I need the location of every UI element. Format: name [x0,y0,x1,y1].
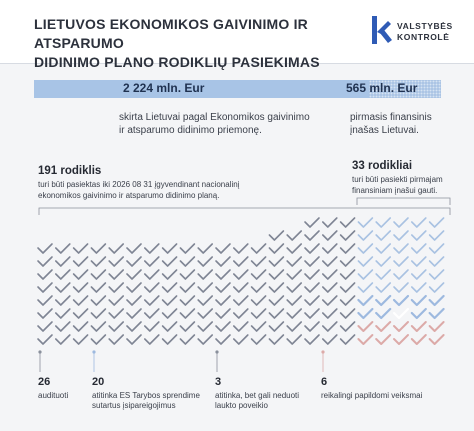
indicators-desc-line-1: turi būti pasiektas iki 2026 08 31 įgyvendinant nacionalinį [38,180,240,189]
check-mark-icon [38,309,52,318]
stat-compliant-line-1: atitinka ES Tarybos sprendime [92,391,200,400]
check-mark-icon [305,309,319,318]
check-mark-icon [269,231,283,240]
check-mark-icon [341,296,355,305]
check-mark-icon [145,244,159,253]
first-indicators-desc-line-2: finansiniam įnašui gauti. [352,185,438,195]
check-mark-icon [376,335,390,344]
check-mark-icon [234,309,248,318]
check-mark-icon [198,322,212,331]
check-mark-icon [305,270,319,279]
check-mark-icon [163,309,177,318]
check-mark-icon [323,270,337,279]
check-mark-icon [234,296,248,305]
check-mark-icon [287,335,301,344]
check-mark-icon [394,257,408,266]
check-mark-icon [358,231,372,240]
bracket-first [357,198,450,205]
check-mark-icon [269,322,283,331]
check-mark-icon [376,270,390,279]
check-mark-icon [269,309,283,318]
check-mark-icon [198,244,212,253]
check-mark-icon [74,270,88,279]
check-mark-icon [180,322,194,331]
check-mark-icon [376,309,390,318]
check-mark-icon [109,309,123,318]
check-mark-icon [412,322,426,331]
check-mark-icon [394,244,408,253]
stat-actions-label [321,391,422,401]
check-mark-icon [56,270,70,279]
check-mark-icon [358,244,372,253]
check-mark-icon [145,335,159,344]
check-mark-icon [305,244,319,253]
check-mark-icon [145,270,159,279]
check-mark-icon [216,309,230,318]
check-mark-icon [323,322,337,331]
check-mark-icon [180,309,194,318]
check-mark-icon [269,296,283,305]
check-mark-icon [180,283,194,292]
check-mark-icon [234,270,248,279]
check-mark-icon [376,296,390,305]
check-mark-icon [394,335,408,344]
check-mark-icon [412,335,426,344]
logo-line-1: VALSTYBĖS [397,21,453,31]
check-mark-icon [91,335,105,344]
check-mark-icon [234,283,248,292]
check-mark-icon [216,283,230,292]
check-mark-icon [430,270,444,279]
check-mark-icon [412,309,426,318]
check-mark-icon [234,257,248,266]
indicators-desc-line-2: ekonomikos gaivinimo ir atsparumo didinimo planą. [38,190,220,200]
check-mark-icon [163,296,177,305]
stat-audited-number: 26 [38,376,51,388]
check-mark-icon [394,283,408,292]
check-mark-icon [323,335,337,344]
check-mark-icon [56,244,70,253]
check-mark-icon [234,335,248,344]
check-mark-icon [287,244,301,253]
check-mark-icon [305,231,319,240]
check-mark-icon [38,335,52,344]
check-mark-icon [127,283,141,292]
check-mark-icon [376,257,390,266]
leader-actions-dot [321,350,324,353]
check-mark-icon [56,283,70,292]
check-mark-icon [430,322,444,331]
check-mark-icon [127,309,141,318]
title-line-1: LIETUVOS EKONOMIKOS GAIVINIMO IR ATSPARUMO [34,16,308,51]
check-mark-icon [252,283,266,292]
check-mark-icon [252,257,266,266]
check-mark-icon [109,335,123,344]
stat-audited-line-1: audituoti [38,391,69,400]
check-mark-icon [341,244,355,253]
check-mark-icon [198,296,212,305]
stat-audited-label [38,391,68,401]
total-desc-line-2: ir atsparumo didinimo priemonę. [119,125,262,136]
check-mark-icon [127,270,141,279]
check-mark-icon [56,309,70,318]
check-mark-icon [198,257,212,266]
first-desc-line-1: pirmasis finansinis [350,112,432,123]
check-mark-icon [394,322,408,331]
check-mark-icon [56,322,70,331]
check-mark-icon [430,283,444,292]
check-mark-icon [216,296,230,305]
stat-compliant-number: 20 [92,376,105,388]
first-indicators-count: 33 rodikliai [352,160,413,172]
check-mark-icon [269,335,283,344]
first-payment-amount: 565 mln. Eur [346,81,418,95]
check-mark-icon [430,257,444,266]
check-mark-icon [287,283,301,292]
check-mark-icon [109,257,123,266]
leader-partial-dot [215,350,218,353]
check-mark-icon [91,257,105,266]
check-mark-icon [341,231,355,240]
check-mark-icon [305,257,319,266]
check-mark-icon [252,270,266,279]
check-mark-icon [216,257,230,266]
check-mark-icon [341,309,355,318]
check-mark-icon [38,296,52,305]
check-mark-icon [127,335,141,344]
check-mark-icon [91,244,105,253]
check-mark-icon [305,296,319,305]
check-mark-icon [74,296,88,305]
check-mark-icon [252,322,266,331]
check-mark-icon [145,257,159,266]
check-mark-icon [127,296,141,305]
check-mark-icon [287,270,301,279]
bracket-total [39,208,450,215]
stat-partial-line-2: laukto poveikio [215,401,268,410]
stat-partial-label [215,391,299,411]
check-mark-icon [74,335,88,344]
check-mark-icon [163,244,177,253]
check-mark-icon [234,322,248,331]
check-mark-icon [145,283,159,292]
check-mark-icon [127,322,141,331]
stat-actions-number: 6 [321,376,328,388]
stat-partial-number: 3 [215,376,222,388]
check-mark-icon [376,283,390,292]
check-mark-icon [91,270,105,279]
check-mark-icon [305,283,319,292]
check-mark-icon [38,270,52,279]
check-mark-icon [145,309,159,318]
check-mark-icon [252,309,266,318]
stat-compliant-label [92,391,200,411]
check-mark-icon [109,296,123,305]
check-mark-icon [287,296,301,305]
stat-compliant-line-2: sutartus įsipareigojimus [92,401,176,410]
check-mark-icon [74,283,88,292]
check-mark-icon [74,257,88,266]
check-mark-icon [180,257,194,266]
check-mark-icon [216,335,230,344]
check-mark-icon [74,309,88,318]
stat-partial-line-1: atitinka, bet gali neduoti [215,391,300,400]
check-mark-icon [376,231,390,240]
check-mark-icon [38,283,52,292]
check-mark-icon [74,244,88,253]
check-mark-icon [323,309,337,318]
check-mark-icon [323,244,337,253]
title-line-2: DIDINIMO PLANO RODIKLIŲ PASIEKIMAS [34,54,320,70]
check-mark-icon [323,231,337,240]
check-mark-icon [376,244,390,253]
total-amount: 2 224 mln. Eur [123,81,205,95]
check-mark-icon [56,335,70,344]
check-mark-icon [163,270,177,279]
check-mark-icon [412,270,426,279]
check-mark-icon [180,296,194,305]
check-mark-icon [305,322,319,331]
check-mark-icon [269,257,283,266]
check-mark-icon [341,283,355,292]
check-mark-icon [412,283,426,292]
indicator-marks [38,218,444,344]
check-mark-icon [358,335,372,344]
check-mark-icon [56,257,70,266]
check-mark-icon [376,218,390,227]
check-mark-icon [198,335,212,344]
check-mark-icon [430,244,444,253]
check-mark-icon [38,322,52,331]
check-mark-icon [358,283,372,292]
check-mark-icon [430,335,444,344]
total-indicators-count: 191 rodiklis [38,165,102,177]
check-mark-icon [74,322,88,331]
check-mark-icon [394,309,408,318]
check-mark-icon [216,270,230,279]
check-mark-icon [91,322,105,331]
check-mark-icon [323,283,337,292]
check-mark-icon [412,218,426,227]
check-mark-icon [180,335,194,344]
check-mark-icon [269,270,283,279]
check-mark-icon [323,257,337,266]
stat-actions-line-1: reikalingi papildomi veiksmai [321,391,423,400]
check-mark-icon [341,322,355,331]
check-mark-icon [358,309,372,318]
check-mark-icon [358,257,372,266]
check-mark-icon [180,270,194,279]
check-mark-icon [305,218,319,227]
check-mark-icon [287,231,301,240]
check-mark-icon [252,244,266,253]
check-mark-icon [394,231,408,240]
check-mark-icon [287,322,301,331]
check-mark-icon [394,218,408,227]
check-mark-icon [323,296,337,305]
check-mark-icon [198,309,212,318]
first-indicators-desc-line-1: turi būti pasiekti pirmajam [352,175,443,184]
check-mark-icon [394,270,408,279]
logo-line-2: KONTROLĖ [397,32,450,42]
check-mark-icon [305,335,319,344]
check-mark-icon [358,218,372,227]
check-mark-icon [163,322,177,331]
check-mark-icon [56,296,70,305]
check-mark-icon [269,244,283,253]
check-mark-icon [394,296,408,305]
first-desc-line-2: įnašas Lietuvai. [350,125,419,136]
check-mark-icon [91,296,105,305]
check-mark-icon [341,257,355,266]
check-mark-icon [358,322,372,331]
check-mark-icon [341,335,355,344]
check-mark-icon [358,296,372,305]
check-mark-icon [109,244,123,253]
check-mark-icon [38,244,52,253]
check-mark-icon [91,283,105,292]
total-desc-line-1: skirta Lietuvai pagal Ekonomikos gaivinimo [119,112,310,123]
check-mark-icon [109,270,123,279]
check-mark-icon [216,322,230,331]
check-mark-icon [323,218,337,227]
leader-audited-dot [38,350,41,353]
check-mark-icon [234,244,248,253]
check-mark-icon [269,283,283,292]
check-mark-icon [358,270,372,279]
check-mark-icon [412,257,426,266]
check-mark-icon [430,309,444,318]
check-mark-icon [180,244,194,253]
check-mark-icon [91,309,105,318]
check-mark-icon [287,257,301,266]
check-mark-icon [412,231,426,240]
check-mark-icon [252,296,266,305]
check-mark-icon [430,231,444,240]
check-mark-icon [430,218,444,227]
check-mark-icon [216,244,230,253]
check-mark-icon [163,335,177,344]
check-mark-icon [287,309,301,318]
check-mark-icon [127,257,141,266]
check-mark-icon [109,283,123,292]
check-mark-icon [341,270,355,279]
check-mark-icon [412,296,426,305]
check-mark-icon [412,244,426,253]
leader-compliant-dot [92,350,95,353]
check-mark-icon [127,244,141,253]
brackets [39,198,450,215]
check-mark-icon [198,283,212,292]
check-mark-icon [163,283,177,292]
check-mark-icon [252,335,266,344]
check-mark-icon [198,270,212,279]
leader-lines [38,350,324,372]
check-mark-icon [109,322,123,331]
check-mark-icon [145,322,159,331]
check-mark-icon [145,296,159,305]
check-mark-icon [341,218,355,227]
check-mark-icon [38,257,52,266]
check-mark-icon [376,322,390,331]
check-mark-icon [430,296,444,305]
check-mark-icon [163,257,177,266]
